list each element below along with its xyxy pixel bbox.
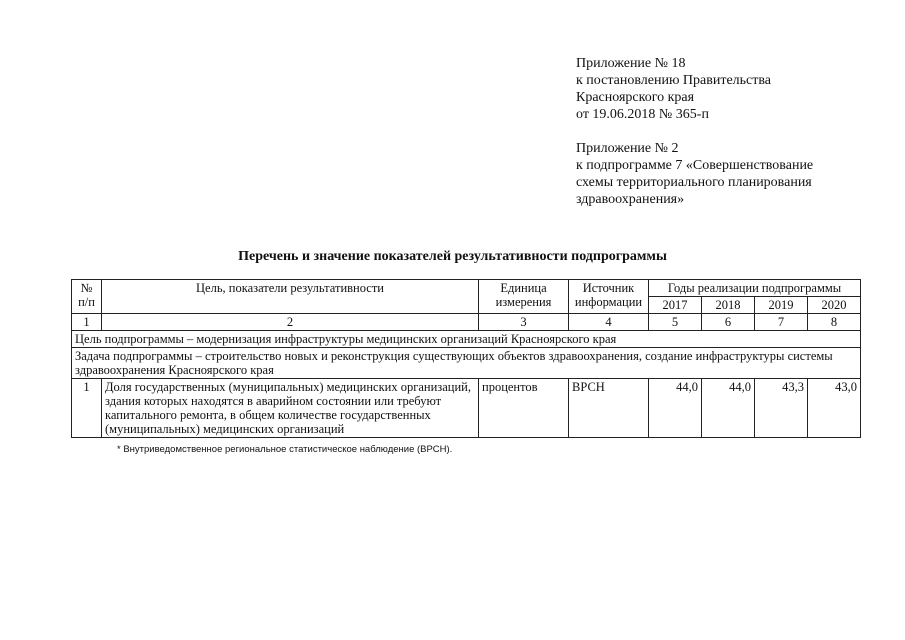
column-number: 6 (702, 314, 755, 331)
annex-sub-line: схемы территориального планирования (576, 175, 812, 190)
goal-row (72, 331, 861, 348)
row-num: 1 (72, 379, 102, 438)
document-title: Перечень и значение показателей результативности подпрограммы (238, 249, 667, 264)
row-indicator-name: Доля государственных (муниципальных) медицинских организаций, здания которых находятся в аварийном состоянии или требуют капитального ремонта, в общем количестве государственных (муниципальных) медицинских организаций (102, 379, 479, 438)
annex-main-line: к постановлению Правительства (576, 73, 772, 88)
annex-sub-line: здравоохранения» (576, 192, 685, 207)
annex-sub-line: Приложение № 2 (576, 141, 679, 156)
header-year: 2018 (702, 297, 755, 314)
column-number-row (72, 314, 861, 331)
header-goal: Цель, показатели результативности (102, 280, 479, 314)
annex-main-line: от 19.06.2018 № 365-п (576, 107, 709, 122)
column-number: 5 (649, 314, 702, 331)
column-number: 7 (755, 314, 808, 331)
annex-sub-line: к подпрограмме 7 «Совершенствование (576, 158, 814, 173)
column-number: 2 (102, 314, 479, 331)
table-row (72, 379, 861, 438)
column-number: 4 (569, 314, 649, 331)
task-row (72, 348, 861, 379)
annex-main-line: Приложение № 18 (576, 56, 686, 71)
task-text: Задача подпрограммы – строительство новых и реконструкция существующих объектов здравоохранения, создание инфраструктуры системы здравоохранения Красноярского края (72, 348, 861, 379)
header-year: 2020 (808, 297, 861, 314)
row-value-2017: 44,0 (649, 379, 702, 438)
row-value-2020: 43,0 (808, 379, 861, 438)
indicators-table (71, 279, 861, 438)
row-value-2018: 44,0 (702, 379, 755, 438)
row-source: ВРСН (569, 379, 649, 438)
goal-text: Цель подпрограммы – модернизация инфраструктуры медицинских организаций Красноярского края (72, 331, 861, 348)
header-row (72, 280, 861, 297)
header-unit: Единица измерения (479, 280, 569, 314)
column-number: 3 (479, 314, 569, 331)
header-num: № п/п (72, 280, 102, 314)
row-value-2019: 43,3 (755, 379, 808, 438)
footnote: * Внутриведомственное региональное статистическое наблюдение (ВРСН). (117, 444, 453, 455)
annex-main-header (576, 55, 771, 123)
header-year: 2019 (755, 297, 808, 314)
column-number: 1 (72, 314, 102, 331)
annex-sub-header (576, 140, 813, 208)
header-source: Источник информации (569, 280, 649, 314)
annex-main-line: Красноярского края (576, 90, 695, 105)
column-number: 8 (808, 314, 861, 331)
row-unit: процентов (479, 379, 569, 438)
header-year: 2017 (649, 297, 702, 314)
header-years-group: Годы реализации подпрограммы (649, 280, 861, 297)
